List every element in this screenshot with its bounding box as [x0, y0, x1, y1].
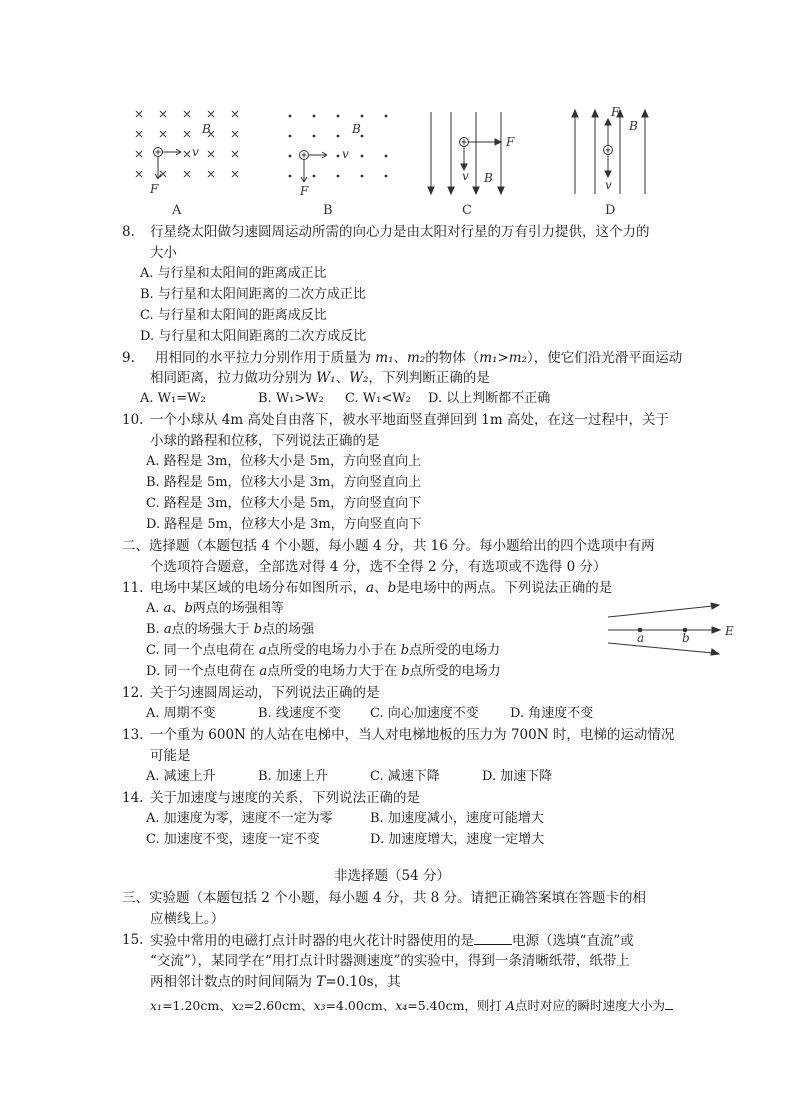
q11-option-b[interactable]: B. a点的场强大于 b点的场强: [146, 622, 315, 637]
figure-panels: [120, 100, 660, 220]
panel-c-b-label: B: [484, 171, 493, 185]
q8-stem-line1: 行星绕太阳做匀速圆周运动所需的向心力是由太阳对行星的万有引力提供，这个力的: [150, 224, 650, 240]
q8-option-b[interactable]: B. 与行星和太阳间距离的二次方成正比: [140, 287, 366, 302]
q13-stem-line2: 可能是: [150, 748, 191, 764]
q13-option-b[interactable]: B. 加速上升: [258, 769, 328, 784]
q8-option-d[interactable]: D. 与行星和太阳间距离的二次方成反比: [140, 329, 367, 344]
nonchoice-title: 非选择题（54 分）: [334, 868, 450, 884]
q12-number: 12.: [122, 685, 144, 701]
panel-c-caption: C: [462, 203, 472, 218]
q13-option-a[interactable]: A. 减速上升: [146, 769, 216, 784]
q15-blank-2[interactable]: [665, 995, 673, 1010]
q8-stem-line2: 大小: [150, 245, 177, 261]
section3-heading-line2: 应横线上。）: [150, 911, 225, 927]
q11-fig-e-label: E: [725, 624, 734, 638]
q10-option-b[interactable]: B. 路程是 5m，位移大小是 3m，方向竖直向上: [146, 475, 422, 490]
section2-heading-line1: 二、选择题（本题包括 4 个小题，每小题 4 分，共 16 分。每小题给出的四个选项中有两: [122, 538, 655, 554]
panel-d-v-label: v: [605, 178, 612, 192]
q15-line1: 实验中常用的电磁打点计时器的电火花计时器使用的是 电源（选填“直流”或: [150, 930, 634, 951]
q14-option-a[interactable]: A. 加速度为零，速度不一定为零: [146, 811, 333, 826]
q10-stem-line2: 小球的路程和位移，下列说法正确的是: [150, 433, 380, 449]
q9-option-a[interactable]: A. W₁=W₂: [140, 391, 206, 406]
q13-stem-line1: 一个重为 600N 的人站在电梯中，当人对电梯地板的压力为 700N 时，电梯的运动情况: [150, 727, 675, 743]
q15-blank-1[interactable]: [474, 930, 512, 945]
q9-number: 9.: [122, 350, 135, 366]
panel-b-caption: B: [323, 203, 333, 218]
q8-option-a[interactable]: A. 与行星和太阳间的距离成正比: [140, 266, 327, 281]
q13-number: 13.: [122, 727, 144, 743]
section3-heading-line1: 三、实验题（本题包括 2 个小题，每小题 4 分，共 8 分。请把正确答案填在答题卡的相: [122, 890, 647, 906]
panel-d-b-label: B: [629, 119, 638, 133]
q15-line2: “交流”），某同学在“用打点计时器测速度”的实验中，得到一条清晰纸带，纸带上: [150, 953, 630, 969]
panel-a-v-label: v: [192, 145, 199, 159]
q9-option-b[interactable]: B. W₁>W₂: [258, 391, 324, 406]
q14-stem: 关于加速度与速度的关系，下列说法正确的是: [150, 790, 420, 806]
q14-option-d[interactable]: D. 加速度增大，速度一定增大: [370, 832, 545, 847]
panel-a: [136, 111, 238, 179]
q11-field-figure: [600, 600, 745, 660]
panel-b-b-label: B: [352, 122, 361, 136]
q11-fig-point-b: b: [682, 631, 690, 645]
panel-d-caption: D: [605, 203, 616, 218]
q9-option-d[interactable]: D. 以上判断都不正确: [428, 391, 551, 406]
q15-line4: x₁=1.20cm、x₂=2.60cm、x₃=4.00cm、x₄=5.40cm，则打 A点时对应的瞬时速度大小为: [150, 995, 673, 1016]
panel-b-v-label: v: [342, 147, 349, 161]
q9-option-c[interactable]: C. W₁<W₂: [345, 391, 411, 406]
panel-d-f-label: F: [611, 105, 620, 119]
q12-option-d[interactable]: D. 角速度不变: [510, 706, 594, 721]
panel-a-f-label: F: [150, 182, 159, 196]
q12-option-c[interactable]: C. 向心加速度不变: [370, 706, 479, 721]
q10-option-a[interactable]: A. 路程是 3m，位移大小是 5m，方向竖直向上: [146, 454, 422, 469]
q11-option-d[interactable]: D. 同一个点电荷在 a点所受的电场力大于在 b点所受的电场力: [146, 664, 501, 679]
q10-option-d[interactable]: D. 路程是 5m，位移大小是 3m，方向竖直向下: [146, 517, 422, 532]
q13-option-d[interactable]: D. 加速下降: [482, 769, 553, 784]
q11-stem: 电场中某区域的电场分布如图所示，a、b是电场中的两点。下列说法正确的是: [150, 580, 613, 596]
q9-stem-line1: 用相同的水平拉力分别作用于质量为 m₁、m₂的物体（m₁>m₂），使它们沿光滑平面运动: [155, 350, 683, 366]
q9-stem-line2: 相同距离，拉力做功分别为 W₁、W₂，下列判断正确的是: [150, 370, 490, 386]
section2-heading-line2: 个选项符合题意，全部选对得 4 分，选不全得 2 分，有选项或不选得 0 分）: [150, 559, 607, 575]
q10-number: 10.: [122, 412, 144, 428]
q15-number: 15.: [122, 932, 144, 948]
q8-number: 8.: [122, 224, 135, 240]
q11-fig-point-a: a: [637, 631, 645, 645]
panel-b: [289, 115, 388, 178]
q12-option-a[interactable]: A. 周期不变: [146, 706, 216, 721]
q12-option-b[interactable]: B. 线速度不变: [258, 706, 341, 721]
panel-a-crosses: [136, 111, 238, 177]
q14-option-c[interactable]: C. 加速度不变，速度一定不变: [146, 832, 320, 847]
q8-option-c[interactable]: C. 与行星和太阳间的距离成反比: [140, 308, 327, 323]
panel-a-caption: A: [172, 203, 182, 218]
q14-number: 14.: [122, 790, 144, 806]
q10-option-c[interactable]: C. 路程是 3m，位移大小是 5m，方向竖直向下: [146, 496, 422, 511]
q10-stem-line1: 一个小球从 4m 高处自由落下，被水平地面竖直弹回到 1m 高处，在这一过程中，关于: [150, 412, 669, 428]
q14-option-b[interactable]: B. 加速度减小，速度可能增大: [370, 811, 544, 826]
panel-b-f-label: F: [300, 184, 309, 198]
panel-c-f-label: F: [506, 135, 515, 149]
q13-option-c[interactable]: C. 减速下降: [370, 769, 440, 784]
q12-stem: 关于匀速圆周运动，下列说法正确的是: [150, 685, 380, 701]
panel-a-b-label: B: [202, 122, 211, 136]
q11-option-c[interactable]: C. 同一个点电荷在 a点所受的电场力小于在 b点所受的电场力: [146, 643, 501, 658]
q11-number: 11.: [122, 580, 144, 596]
panel-c-v-label: v: [462, 169, 469, 183]
q11-option-a[interactable]: A. a、b两点的场强相等: [146, 601, 284, 616]
q15-line3: 两相邻计数点的时间间隔为 T=0.10s，其: [150, 974, 401, 990]
